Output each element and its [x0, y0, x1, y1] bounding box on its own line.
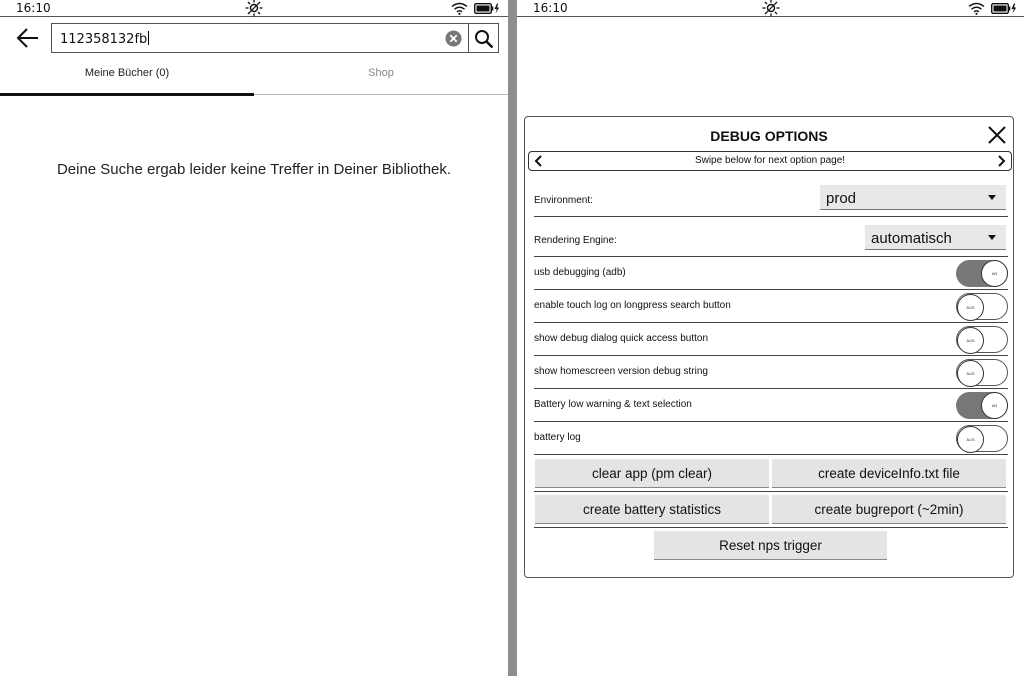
rendering-engine-value: automatisch	[871, 230, 952, 247]
environment-row	[534, 183, 1008, 217]
toggle-row-battery-log	[534, 422, 1008, 455]
touch-log-switch[interactable]	[956, 293, 1008, 320]
divider	[534, 527, 1008, 528]
switch-knob: AN	[981, 260, 1008, 287]
text-cursor	[148, 31, 149, 45]
environment-select[interactable]	[820, 185, 1006, 210]
dropdown-arrow-icon	[988, 235, 996, 240]
dropdown-arrow-icon	[988, 195, 996, 200]
wifi-icon	[451, 2, 468, 15]
create-battery-statistics-button[interactable]: create battery statistics	[535, 495, 769, 524]
clear-app-button[interactable]: clear app (pm clear)	[535, 459, 769, 488]
wifi-icon	[968, 2, 985, 15]
search-input-value: 112358132fb	[60, 32, 148, 47]
create-bugreport-button[interactable]: create bugreport (~2min)	[772, 495, 1006, 524]
chevron-right-icon[interactable]	[996, 155, 1006, 167]
reset-nps-trigger-button[interactable]: Reset nps trigger	[654, 531, 887, 560]
tab-shop[interactable]: Shop	[368, 67, 394, 79]
status-bar	[0, 0, 508, 17]
left-screen	[0, 0, 508, 676]
back-arrow-icon[interactable]	[16, 27, 40, 49]
toggle-label: usb debugging (adb)	[534, 267, 626, 278]
rendering-engine-label: Rendering Engine:	[534, 235, 617, 246]
create-deviceinfo-button[interactable]: create deviceInfo.txt file	[772, 459, 1006, 488]
option-page-pager	[528, 151, 1012, 171]
quick-access-switch[interactable]	[956, 326, 1008, 353]
rendering-engine-row	[534, 223, 1008, 257]
search-button[interactable]	[468, 23, 499, 53]
toggle-label: show debug dialog quick access button	[534, 333, 709, 344]
rendering-engine-select[interactable]	[865, 225, 1006, 250]
close-icon[interactable]	[987, 125, 1007, 145]
debug-options-dialog	[524, 116, 1014, 578]
battery-log-switch[interactable]	[956, 425, 1008, 452]
toggle-row-quick-access	[534, 323, 1008, 356]
toggle-row-version-string	[534, 356, 1008, 389]
tab-my-books[interactable]: Meine Bücher (0)	[0, 60, 254, 95]
status-time: 16:10	[533, 1, 568, 15]
frontlight-icon[interactable]	[245, 0, 263, 17]
version-string-switch[interactable]	[956, 359, 1008, 386]
toggle-label: show homescreen version debug string	[534, 366, 708, 377]
toggle-label: battery log	[534, 432, 581, 443]
toggle-label: Battery low warning & text selection	[534, 399, 692, 410]
no-results-message: Deine Suche ergab leider keine Treffer in Deiner Bibliothek.	[56, 161, 452, 178]
environment-label: Environment:	[534, 195, 593, 206]
toggle-row-battery-warning	[534, 389, 1008, 422]
switch-knob: AUS	[957, 360, 984, 387]
toggle-label: enable touch log on longpress search button	[534, 300, 731, 311]
split-divider	[508, 0, 517, 676]
battery-warning-switch[interactable]	[956, 392, 1008, 419]
dialog-title: DEBUG OPTIONS	[710, 128, 828, 144]
divider	[534, 491, 1008, 492]
switch-knob: AUS	[957, 294, 984, 321]
environment-value: prod	[826, 190, 857, 207]
frontlight-icon[interactable]	[762, 0, 780, 17]
clear-search-icon[interactable]	[445, 30, 462, 47]
switch-knob: AN	[981, 392, 1008, 419]
switch-knob: AUS	[957, 426, 984, 453]
usb-debugging-switch[interactable]	[956, 260, 1008, 287]
toggle-row-usb-debugging	[534, 257, 1008, 290]
status-time: 16:10	[16, 1, 51, 15]
pager-hint: Swipe below for next option page!	[694, 155, 846, 166]
search-icon	[474, 29, 494, 49]
toggle-row-touch-log	[534, 290, 1008, 323]
battery-charging-icon	[991, 3, 1017, 14]
library-tabs	[0, 60, 508, 95]
switch-knob: AUS	[957, 327, 984, 354]
battery-charging-icon	[474, 3, 500, 14]
search-input[interactable]	[51, 23, 469, 53]
right-screen	[517, 0, 1024, 676]
status-bar	[517, 0, 1024, 17]
